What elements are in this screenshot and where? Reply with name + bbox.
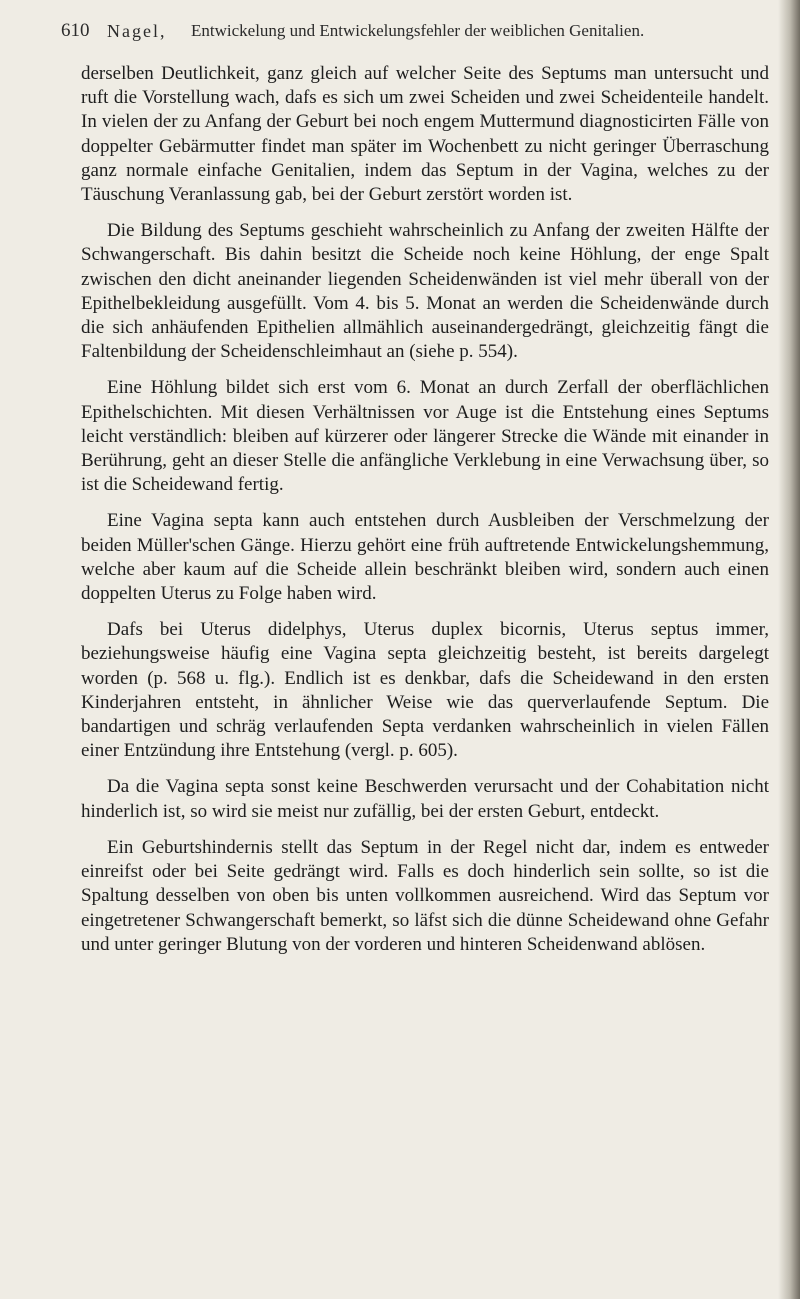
running-head [61, 20, 761, 50]
paragraph-septum-formation: Die Bildung des Septums geschieht wahrscheinlich zu Anfang der zweiten Hälfte der Schwangerschaft. Bis dahin besitzt die Scheide noch keine Höhlung, der enge Spalt zwischen den dicht aneinander liegenden Scheidenwänden ist viel mehr überall von der Epithelbekleidung ausgefüllt. Vom 4. bis 5. Monat an werden die Scheidenwände durch die sich anhäufenden Epithelien allmählich auseinandergedrängt, gleichzeitig fängt die Faltenbildung der Scheidenschleimhaut an (siehe p. 554). [81, 220, 769, 363]
paragraph-cohabitation: Da die Vagina septa sonst keine Beschwerden verursacht und der Cohabitation nicht hinderlich ist, so wird sie meist nur zufällig, bei der ersten Geburt, entdeckt. [81, 776, 769, 822]
paragraph-cavity-formation: Eine Höhlung bildet sich erst vom 6. Monat an durch Zerfall der oberflächlichen Epithelschichten. Mit diesen Verhältnissen vor Auge ist die Entstehung eines Septums leicht verständlich: bleiben auf kürzerer oder längerer Strecke die Wände mit einander in Berührung, geht an dieser Stelle die anfängliche Verklebung in eine Verwachsung über, so ist die Scheidewand fertig. [81, 377, 769, 496]
page-edge-shadow [778, 0, 800, 1299]
body-text [81, 62, 769, 969]
paragraph-uterus-didelphys: Dafs bei Uterus didelphys, Uterus duplex bicornis, Uterus septus immer, beziehungsweise häufig eine Vagina septa gleichzeitig besteht, ist bereits dargelegt worden (p. 568 u. flg.). Endlich ist es denkbar, dafs die Scheidewand in den ersten Kinderjahren entsteht, in ähnlicher Weise wie das querverlaufende Septum. Die bandartigen und schräg verlaufenden Septa verdanken wahrscheinlich in vielen Fällen einer Entzündung ihre Entstehung (vergl. p. 605). [81, 619, 769, 762]
running-head-title: Entwickelung und Entwickelungsfehler der weiblichen Genitalien. [191, 21, 645, 40]
paragraph-mueller-ducts: Eine Vagina septa kann auch entstehen durch Ausbleiben der Verschmelzung der beiden Müller'schen Gänge. Hierzu gehört eine früh auftretende Entwickelungshemmung, welche aber kaum auf die Scheide allein beschränkt bleiben wird, sondern auch einen doppelten Uterus zu Folge haben wird. [81, 510, 769, 605]
paragraph-birth-obstruction: Ein Geburtshindernis stellt das Septum in der Regel nicht dar, indem es entweder einreifst oder bei Seite gedrängt wird. Falls es doch hinderlich sein sollte, so ist die Spaltung desselben von oben bis unten vollkommen ausreichend. Wird das Septum vor eingetretener Schwangerschaft bemerkt, so läfst sich die dünne Scheidewand ohne Gefahr und unter geringer Blutung von der vorderen und hinteren Scheidenwand ablösen. [81, 836, 769, 955]
paragraph-continuation: derselben Deutlichkeit, ganz gleich auf welcher Seite des Septums man untersucht und ruft die Vorstellung wach, dafs es sich um zwei Scheiden und zwei Scheidenteile handelt. In vielen der zu Anfang der Geburt bei noch engem Muttermund diagnosticirten Fälle von doppelter Gebärmutter findet man später im Wochenbett zu nicht geringer Überraschung ganz normale einfache Genitalien, indem das Septum in der Vagina, welches zu der Täuschung Veranlassung gab, bei der Geburt zerstört worden ist. [81, 63, 769, 206]
running-head-author: Nagel, [107, 21, 167, 41]
page-number: 610 [61, 20, 90, 41]
